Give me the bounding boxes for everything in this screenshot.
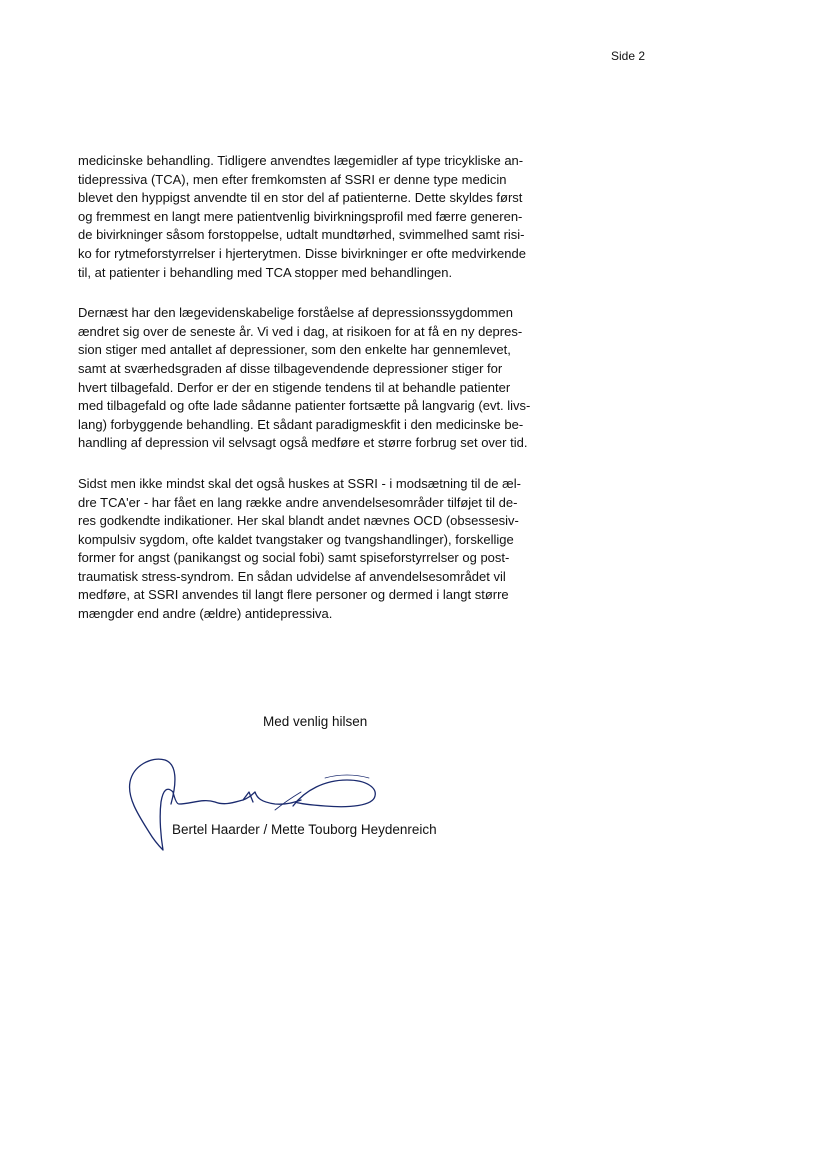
- text-line: res godkendte indikationer. Her skal blandt andet nævnes OCD (obsessesiv-: [78, 513, 519, 529]
- text-line: lang) forbyggende behandling. Et sådant paradigmeskfit i den medicinske be-: [78, 416, 524, 432]
- text-line: til, at patienter i behandling med TCA stopper med behandlingen.: [78, 264, 453, 280]
- text-line: ko for rytmeforstyrrelser i hjerterytmen. Disse bivirkninger er ofte medvirkende: [78, 245, 526, 261]
- signer-names: Bertel Haarder / Mette Touborg Heydenreich: [172, 822, 437, 837]
- text-line: tidepressiva (TCA), men efter fremkomsten af SSRI er denne type medicin: [78, 171, 507, 187]
- text-line: Sidst men ikke mindst skal det også huskes at SSRI - i modsætning til de æl-: [78, 475, 521, 491]
- text-line: medicinske behandling. Tidligere anvendtes lægemidler af type tricykliske an-: [78, 153, 524, 168]
- text-line: medføre, at SSRI anvendes til langt flere personer og dermed i langt større: [78, 587, 509, 603]
- paragraph-understanding: [78, 304, 568, 453]
- text-line: de bivirkninger såsom forstoppelse, udtalt mundtørhed, svimmelhed samt risi-: [78, 227, 525, 243]
- text-line: og fremmest en langt mere patientvenlig bivirkningsprofil med færre generen-: [78, 208, 523, 224]
- text-line: kompulsiv sygdom, ofte kaldet tvangstaker og tvangshandlinger), forskellige: [78, 531, 514, 547]
- closing-salutation: Med venlig hilsen: [263, 714, 368, 729]
- letter-body: [78, 152, 568, 646]
- text-line: med tilbagefald og ofte lade sådanne patienter fortsætte på langvarig (evt. livs-: [78, 398, 531, 414]
- text-line: ændret sig over de seneste år. Vi ved i dag, at risikoen for at få en ny depres-: [78, 323, 523, 339]
- text-line: traumatisk stress-syndrom. En sådan udvidelse af anvendelsesområdet vil: [78, 568, 506, 584]
- text-line: Dernæst har den lægevidenskabelige forståelse af depressionssygdommen: [78, 305, 514, 321]
- text-line: samt at sværhedsgraden af disse tilbagevendende depressioner stiger for: [78, 360, 503, 376]
- text-line: hvert tilbagefald. Derfor er der en stigende tendens til at behandle patienter: [78, 379, 511, 395]
- page-number: Side 2: [611, 49, 646, 63]
- handwritten-signature: [125, 752, 385, 857]
- text-line: former for angst (panikangst og social fobi) samt spiseforstyrrelser og post-: [78, 550, 510, 566]
- text-line: dre TCA'er - har fået en lang række andre anvendelsesområder tilføjet til de-: [78, 494, 518, 510]
- text-line: blevet den hyppigst anvendte til en stor del af patienterne. Dette skyldes først: [78, 190, 523, 206]
- text-line: sion stiger med antallet af depressioner, som den enkelte har gennemlevet,: [78, 342, 511, 358]
- paragraph-indications: [78, 475, 568, 624]
- text-line: handling af depression vil selvsagt også medføre et større forbrug set over tid.: [78, 435, 528, 451]
- paragraph-treatment: [78, 152, 568, 282]
- text-line: mængder end andre (ældre) antidepressiva.: [78, 606, 333, 622]
